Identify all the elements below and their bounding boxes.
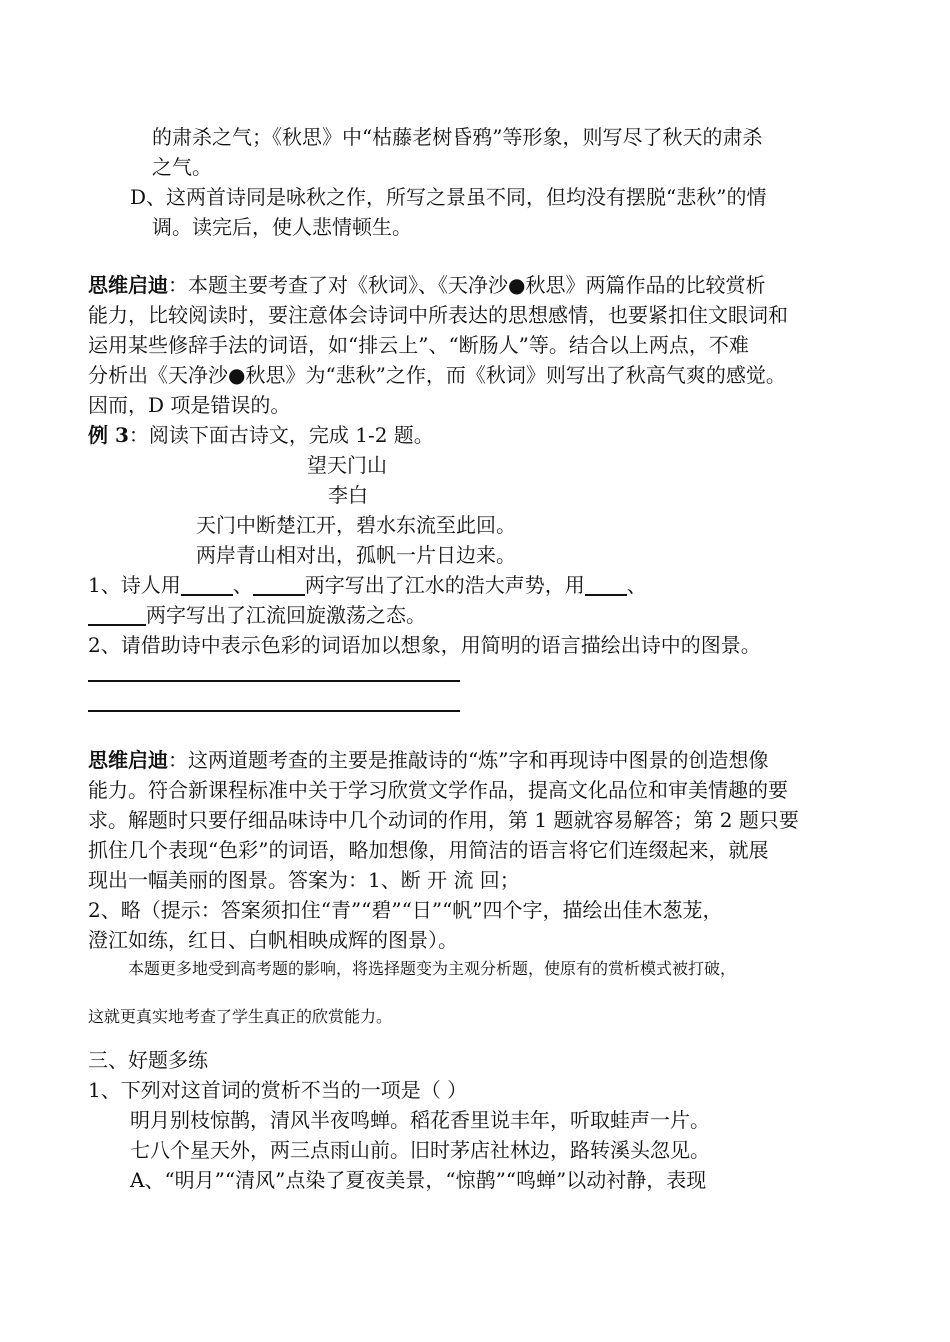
- insight2-line7: 澄江如练，红日、白帆相映成辉的图景）。: [88, 928, 458, 952]
- insight1-line1: [88, 270, 765, 300]
- option-d-line2: 调。读完后，使人悲情顿生。: [152, 215, 412, 239]
- question1-line2: [88, 600, 426, 630]
- option-c-continued-line2: 之气。: [152, 155, 212, 179]
- answer-blank-2[interactable]: [253, 574, 305, 596]
- example3-heading: [88, 420, 434, 450]
- insight-label: 思维启迪: [88, 273, 168, 297]
- insight-label: 思维启迪: [88, 748, 168, 772]
- example3-label: 例 3: [88, 423, 129, 447]
- note-line2: 这就更真实地考查了学生真正的欣赏能力。: [88, 1007, 393, 1026]
- answer-line-1[interactable]: [88, 680, 460, 682]
- insight2-line2: 能力。符合新课程标准中关于学习欣赏文学作品，提高文化品位和审美情趣的要: [88, 778, 788, 802]
- poem-line2: 两岸青山相对出，孤帆一片日边来。: [196, 543, 516, 567]
- poem-title: 望天门山: [307, 453, 387, 477]
- insight2-line1: [88, 745, 768, 775]
- insight2-line6: 2、略（提示：答案须扣住“青”“碧”“日”“帆”四个字，描绘出佳木葱茏，: [88, 898, 723, 922]
- insight2-text: ：这两道题考查的主要是推敲诗的“炼”字和再现诗中图景的创造想像: [168, 748, 769, 772]
- option-c-continued-line1: 的肃杀之气；《秋思》中“枯藤老树昏鸦”等形象，则写尽了秋天的肃杀: [152, 125, 763, 149]
- question2: 2、请借助诗中表示色彩的词语加以想象，用简明的语言描绘出诗中的图景。: [88, 633, 761, 657]
- practice1-option-a: A、“明月”“清风”点染了夏夜美景，“惊鹊”“鸣蝉”以动衬静，表现: [130, 1168, 707, 1192]
- question1-text-a: 1、诗人用: [88, 573, 181, 597]
- answer-line-2[interactable]: [88, 710, 460, 712]
- insight2-line4: 抓住几个表现“色彩”的词语，略加想像，用简洁的语言将它们连缀起来，就展: [88, 838, 769, 862]
- answer-blank-1[interactable]: [181, 574, 233, 596]
- practice1-poem-line2: 七八个星天外，两三点雨山前。旧时茅店社林边，路转溪头忽见。: [130, 1138, 710, 1162]
- example3-instruction: ：阅读下面古诗文，完成 1-2 题。: [128, 423, 434, 447]
- insight1-line2: 能力，比较阅读时，要注意体会诗词中所表达的思想感情，也要紧扣住文眼词和: [88, 303, 788, 327]
- question1-line1: [88, 570, 647, 600]
- question1-text-d: 两字写出了江流回旋激荡之态。: [146, 603, 426, 627]
- insight2-line5: 现出一幅美丽的图景。答案为：1、断 开 流 回；: [88, 868, 520, 892]
- insight1-line3: 运用某些修辞手法的词语，如“排云上”、“断肠人”等。结合以上两点，不难: [88, 333, 749, 357]
- insight2-line3: 求。解题时只要仔细品味诗中几个动词的作用，第 1 题就容易解答；第 2 题只要: [88, 808, 799, 832]
- poem-line1: 天门中断楚江开，碧水东流至此回。: [196, 513, 516, 537]
- insight1-line5: 因而，D 项是错误的。: [88, 393, 291, 417]
- answer-blank-3[interactable]: [585, 574, 627, 596]
- note-line1: 本题更多地受到高考题的影响，将选择题变为主观分析题，使原有的赏析模式被打破，: [128, 959, 737, 978]
- poem-author: 李白: [328, 483, 368, 507]
- insight1-line4: 分析出《天净沙●秋思》为“悲秋”之作，而《秋词》则写出了秋高气爽的感觉。: [88, 363, 786, 387]
- insight1-text: ：本题主要考查了对《秋词》、《天净沙●秋思》两篇作品的比较赏析: [168, 273, 766, 297]
- question1-separator: 、: [232, 573, 253, 597]
- practice1-question: 1、下列对这首词的赏析不当的一项是（ ）: [88, 1078, 468, 1102]
- answer-blank-4[interactable]: [88, 604, 146, 626]
- section-heading: 三、好题多练: [88, 1048, 208, 1072]
- option-d-line1: D、这两首诗同是咏秋之作，所写之景虽不同，但均没有摆脱“悲秋”的情: [130, 185, 767, 209]
- question1-text-c: 、: [626, 573, 647, 597]
- question1-text-b: 两字写出了江水的浩大声势，用: [304, 573, 585, 597]
- practice1-poem-line1: 明月别枝惊鹊，清风半夜鸣蝉。稻花香里说丰年，听取蛙声一片。: [130, 1108, 710, 1132]
